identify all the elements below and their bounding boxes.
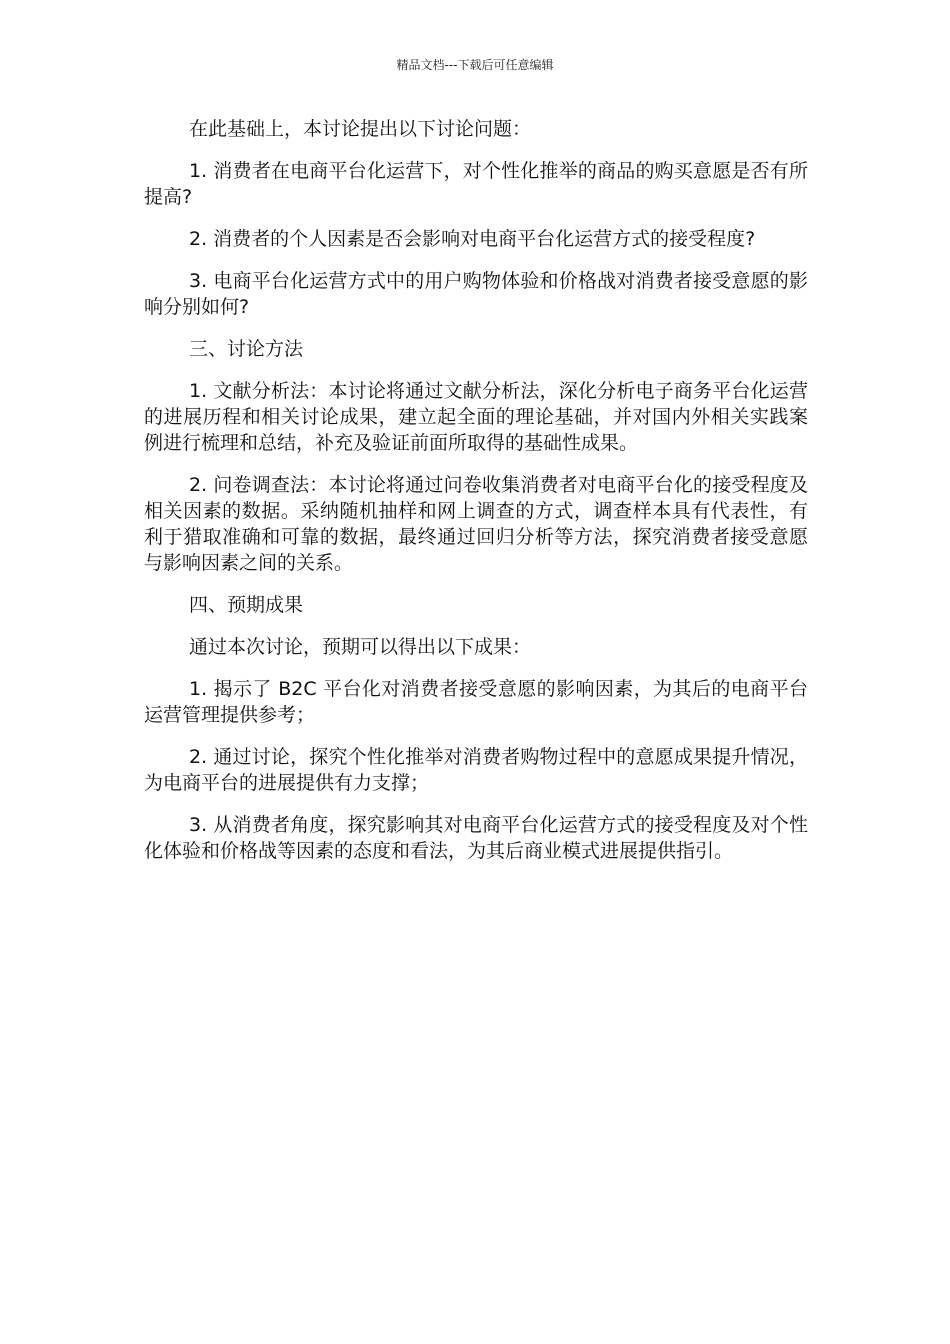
page-header: 精品文档---下载后可任意编辑	[396, 58, 554, 72]
method-2: 2. 问卷调查法：本讨论将通过问卷收集消费者对电商平台化的接受程度及相关因素的数据。采纳随机抽样和网上调查的方式，调查样本具有代表性，有利于猎取准确和可靠的数据，最终通过回归分析等方法，探究消费者接受意愿与影响因素之间的关系。	[144, 474, 808, 574]
section-heading-results: 四、预期成果	[189, 594, 304, 616]
results-intro: 通过本次讨论，预期可以得出以下成果：	[189, 636, 532, 658]
result-3: 3. 从消费者角度，探究影响其对电商平台化运营方式的接受程度及对个性化体验和价格战等因素的态度和看法，为其后商业模式进展提供指引。	[144, 814, 808, 862]
section-heading-methods: 三、讨论方法	[189, 338, 304, 360]
intro-paragraph: 在此基础上，本讨论提出以下讨论问题：	[189, 118, 532, 140]
result-1: 1. 揭示了 B2C 平台化对消费者接受意愿的影响因素，为其后的电商平台运营管理提供参考；	[144, 678, 808, 726]
question-1: 1. 消费者在电商平台化运营下，对个性化推举的商品的购买意愿是否有所提高?	[144, 160, 808, 208]
question-3: 3. 电商平台化运营方式中的用户购物体验和价格战对消费者接受意愿的影响分别如何?	[144, 270, 808, 318]
question-2: 2. 消费者的个人因素是否会影响对电商平台化运营方式的接受程度?	[189, 228, 756, 250]
method-1: 1. 文献分析法：本讨论将通过文献分析法，深化分析电子商务平台化运营的进展历程和相关讨论成果，建立起全面的理论基础，并对国内外相关实践案例进行梳理和总结，补充及验证前面所取得的基础性成果。	[144, 380, 808, 454]
document-body	[144, 116, 808, 880]
result-2: 2. 通过讨论，探究个性化推举对消费者购物过程中的意愿成果提升情况，为电商平台的进展提供有力支撑；	[144, 746, 808, 794]
